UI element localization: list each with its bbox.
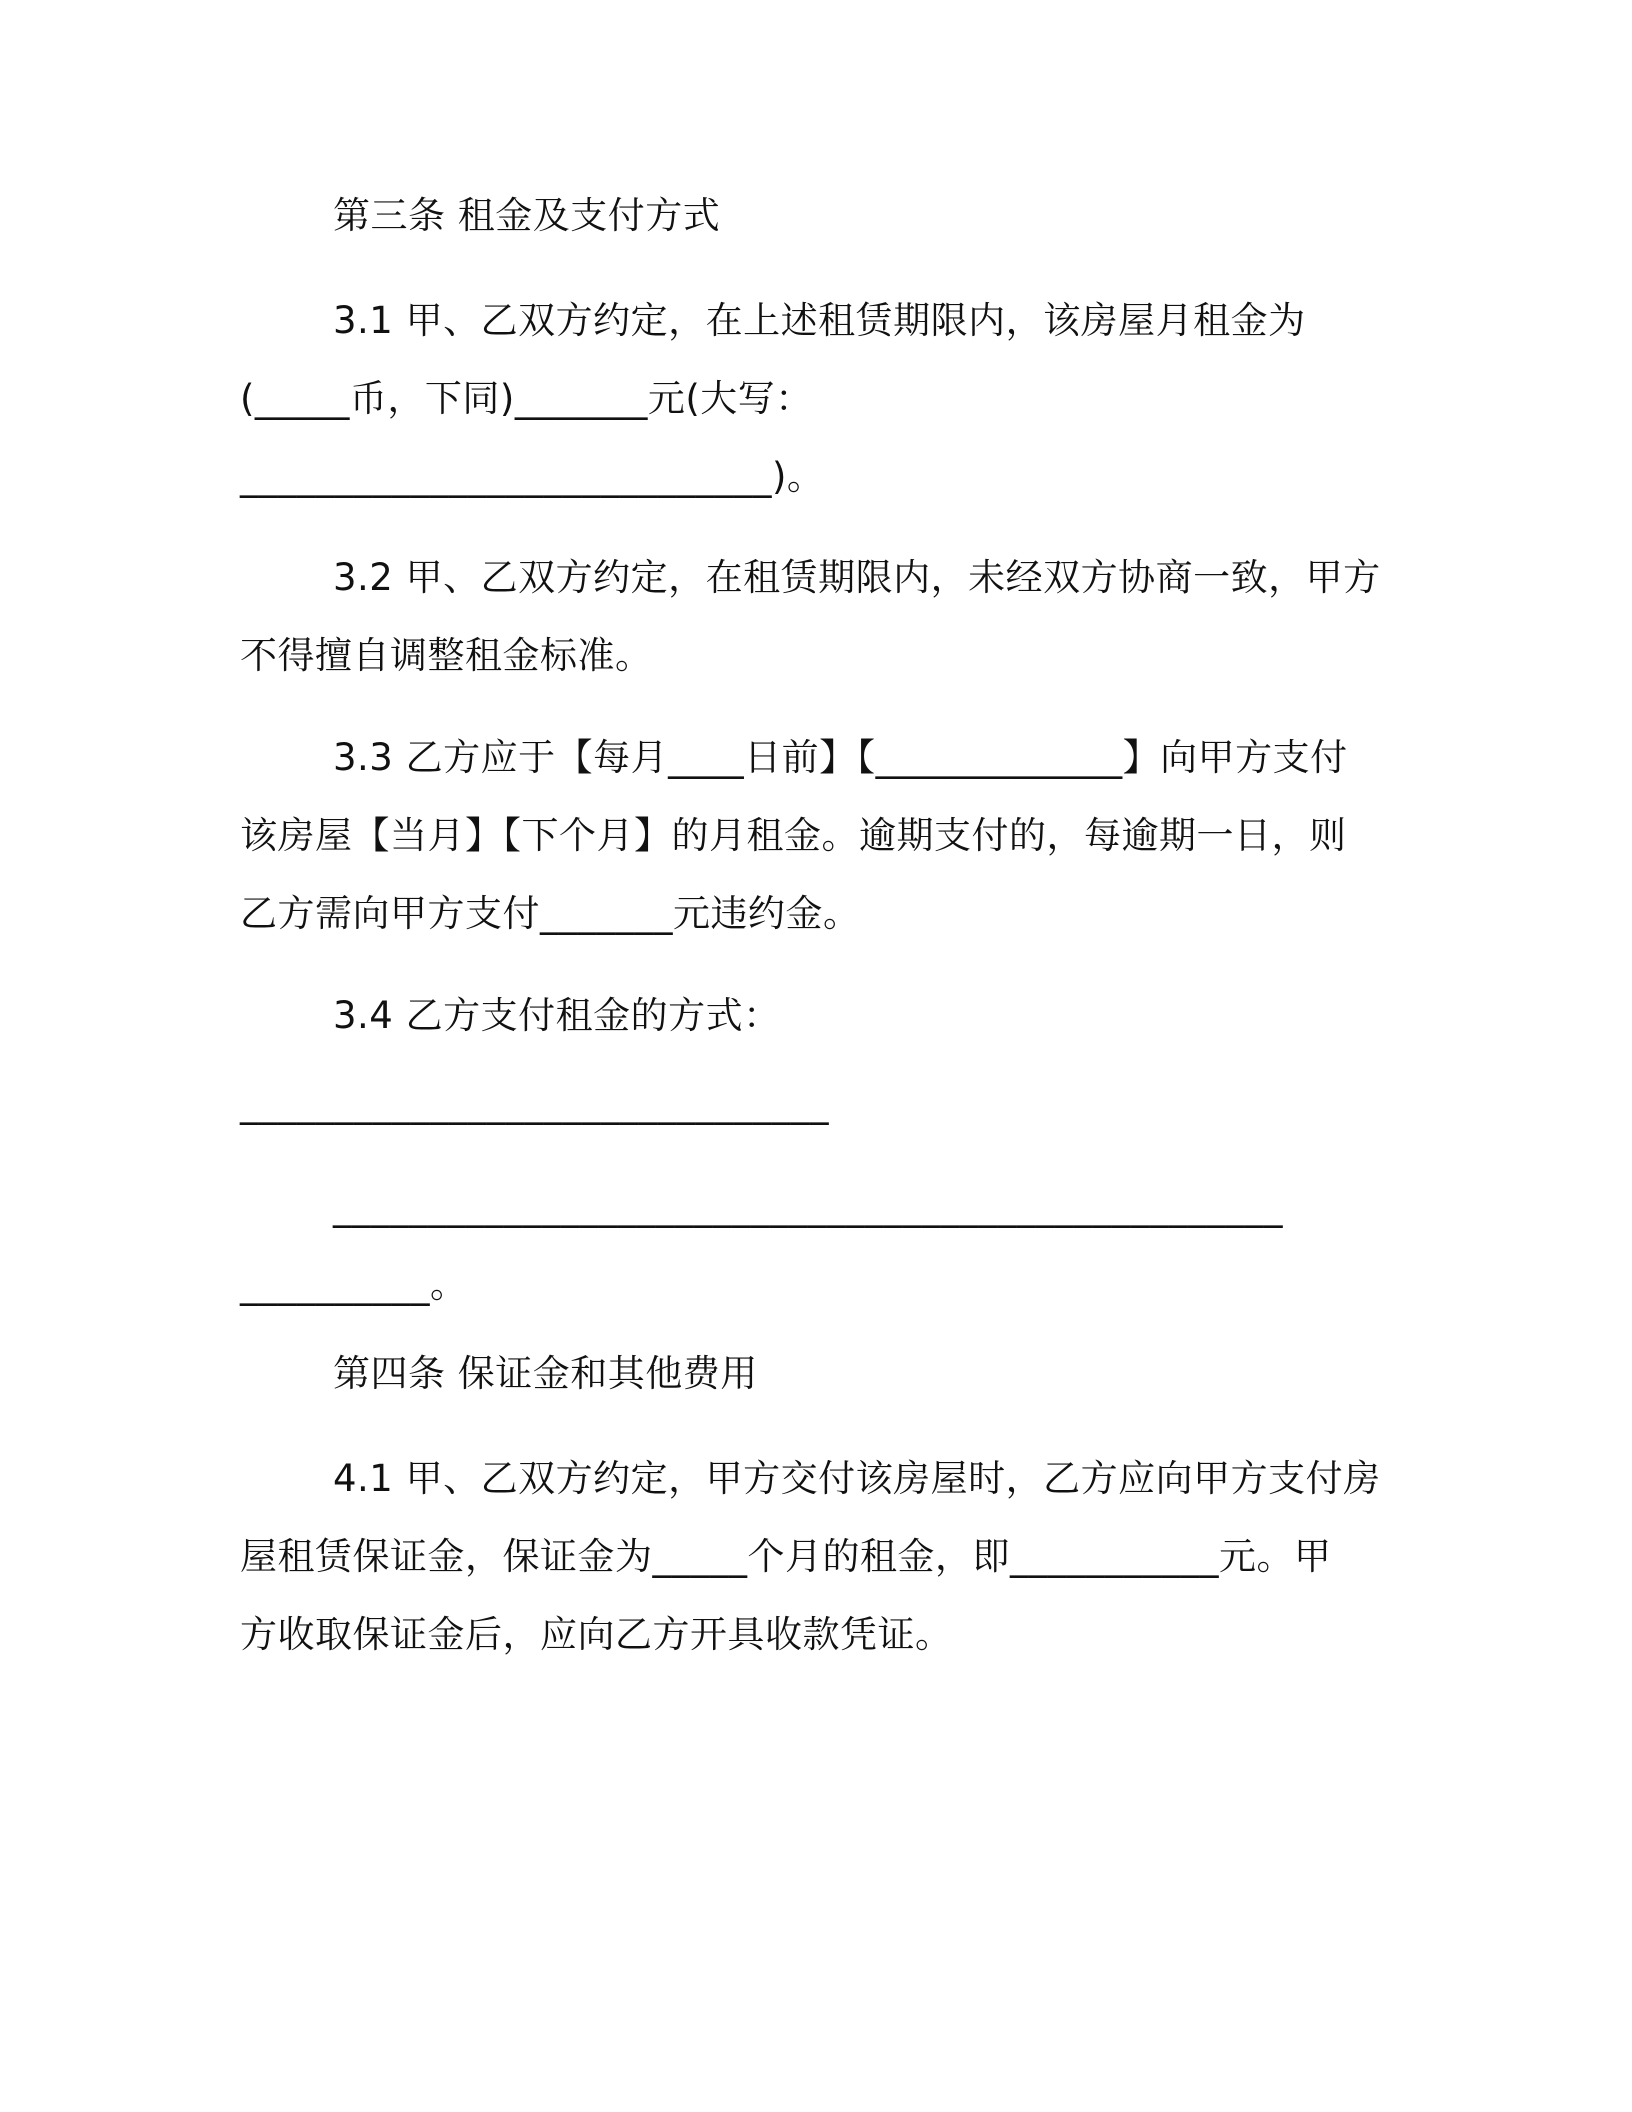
clause-4-1-line-1: 4.1 甲、乙双方约定，甲方交付该房屋时，乙方应向甲方支付房 [333,1457,1381,1500]
clause-4-1-line-2: 屋租赁保证金，保证金为_____个月的租金，即___________元。甲 [240,1535,1332,1578]
clause-3-1-line-1: 3.1 甲、乙双方约定，在上述租赁期限内，该房屋月租金为 [333,299,1306,342]
clause-3-3-line-3: 乙方需向甲方支付_______元违约金。 [240,892,861,935]
clause-3-3-line-1: 3.3 乙方应于【每月____日前】【_____________】向甲方支付 [333,736,1348,779]
clause-3-4-line-1: 3.4 乙方支付租金的方式： [333,994,781,1037]
clause-3-1-line-3: ____________________________)。 [240,455,825,498]
clause-3-2-line-1: 3.2 甲、乙双方约定，在租赁期限内，未经双方协商一致，甲方 [333,556,1381,599]
clause-4-1-line-3: 方收取保证金后，应向乙方开具收款凭证。 [240,1613,953,1656]
clause-3-1-line-2: (_____币，下同)_______元(大写： [240,377,813,420]
clause-3-4-blank-line-2: __________________________________________________ [333,1185,1283,1228]
clause-3-4-blank-line-1: _______________________________ [240,1082,829,1125]
article-3-heading: 第三条 租金及支付方式 [333,194,721,237]
article-4-heading: 第四条 保证金和其他费用 [333,1352,758,1395]
clause-3-2-line-2: 不得擅自调整租金标准。 [240,634,653,677]
clause-3-3-line-2: 该房屋【当月】【下个月】的月租金。逾期支付的，每逾期一日，则 [240,814,1347,857]
clause-3-4-blank-line-3: __________。 [240,1263,468,1306]
